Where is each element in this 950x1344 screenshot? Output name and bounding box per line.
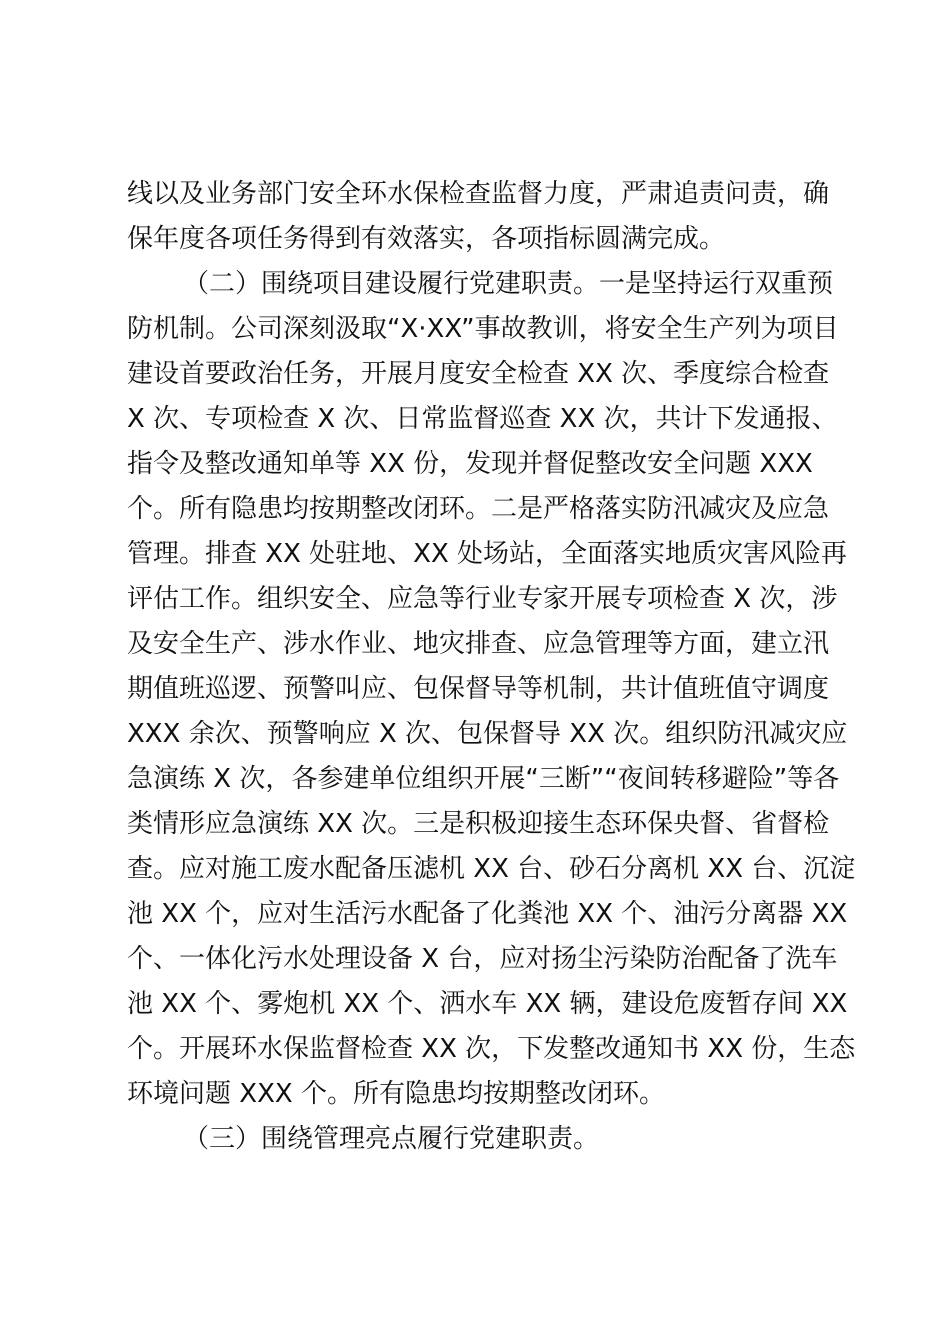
text-line: 及安全生产、涉水作业、地灾排查、应急管理等方面，建立汛 bbox=[127, 629, 830, 659]
text-line: 保年度各项任务得到有效落实，各项指标圆满完成。 bbox=[127, 224, 726, 254]
text-line: 个。所有隐患均按期整改闭环。二是严格落实防汛减灾及应急 bbox=[127, 494, 830, 524]
text-line: 池 XX 个，应对生活污水配备了化粪池 XX 个、油污分离器 XX bbox=[127, 899, 848, 929]
section-heading-2: （二）围绕项目建设履行党建职责。一是坚持运行双重预 bbox=[183, 269, 834, 299]
text-line: 急演练 X 次，各参建单位组织开展“三断”“夜间转移避险”等各 bbox=[127, 764, 840, 794]
text-line: XXX 余次、预警响应 X 次、包保督导 XX 次。组织防汛减灾应 bbox=[127, 719, 848, 749]
text-line: 查。应对施工废水配备压滤机 XX 台、砂石分离机 XX 台、沉淀 bbox=[127, 854, 856, 884]
text-line: 期值班巡逻、预警叫应、包保督导等机制，共计值班值守调度 bbox=[127, 674, 830, 704]
text-line: 类情形应急演练 XX 次。三是积极迎接生态环保央督、省督检 bbox=[127, 809, 830, 839]
text-line: 个。开展环水保监督检查 XX 次，下发整改通知书 XX 份，生态 bbox=[127, 1034, 856, 1064]
text-line: 池 XX 个、雾炮机 XX 个、洒水车 XX 辆，建设危废暂存间 XX bbox=[127, 989, 848, 1019]
body-text bbox=[127, 172, 856, 1162]
text-line: 个、一体化污水处理设备 X 台，应对扬尘污染防治配备了洗车 bbox=[127, 944, 838, 974]
text-line: X 次、专项检查 X 次、日常监督巡查 XX 次，共计下发通报、 bbox=[127, 404, 838, 434]
text-line: 指令及整改通知单等 XX 份，发现并督促整改安全问题 XXX bbox=[127, 449, 813, 479]
text-line: 管理。排查 XX 处驻地、XX 处场站，全面落实地质灾害风险再 bbox=[127, 539, 848, 569]
text-line: 评估工作。组织安全、应急等行业专家开展专项检查 X 次，涉 bbox=[127, 584, 838, 614]
text-line: 防机制。公司深刻汲取“X·XX”事故教训，将安全生产列为项目 bbox=[127, 314, 839, 344]
section-heading-3: （三）围绕管理亮点履行党建职责。 bbox=[183, 1124, 600, 1154]
text-line: 线以及业务部门安全环水保检查监督力度，严肃追责问责，确 bbox=[127, 179, 830, 209]
text-line: 环境问题 XXX 个。所有隐患均按期整改闭环。 bbox=[127, 1079, 665, 1109]
text-line: 建设首要政治任务，开展月度安全检查 XX 次、季度综合检查 bbox=[127, 359, 830, 389]
